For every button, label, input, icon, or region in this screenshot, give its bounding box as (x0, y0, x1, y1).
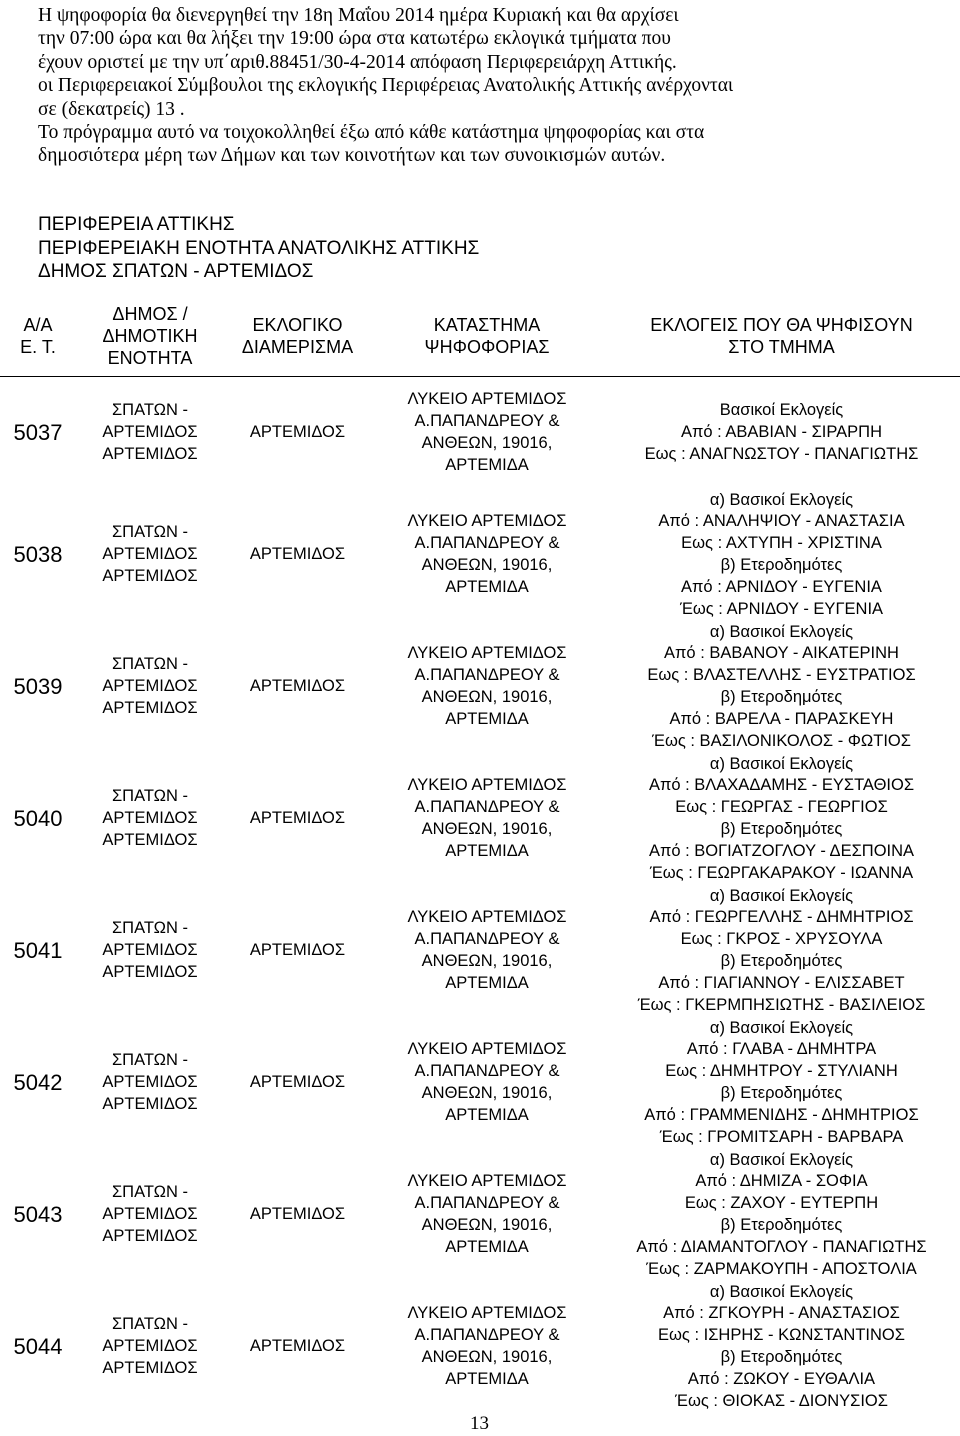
municipal-unit-line: ΑΡΤΕΜΙΔΟΣ (102, 1073, 198, 1092)
table-row (0, 621, 960, 753)
voters-range (603, 1149, 960, 1281)
polling-station-line: Α.ΠΑΠΑΝΔΡΕΟΥ & (414, 411, 560, 430)
polling-station-line: ΑΝΘΕΩΝ, 19016, (421, 1216, 553, 1234)
header-line: ΔΗΜΟΣ / (112, 304, 188, 325)
document-heading (38, 213, 838, 284)
table-row (0, 376, 960, 489)
header-line: ΣΤΟ ΤΜΗΜΑ (728, 337, 835, 358)
voters-range-line: Εως : ΑΝΑΓΝΩΣΤΟΥ - ΠΑΝΑΓΙΩΤΗΣ (644, 444, 919, 463)
voters-range-line: Εως : ΒΛΑΣΤΕΛΛΗΣ - ΕΥΣΤΡΑΤΙΟΣ (647, 666, 916, 685)
intro-line: οι Περιφερειακοί Σύμβουλοι της εκλογικής Περιφέρειας Ανατολικής Αττικής ανέρχονται (38, 75, 734, 97)
municipal-unit-line: ΑΡΤΕΜΙΔΟΣ (102, 941, 198, 960)
header-line: ΔΗΜΟΤΙΚΗ (102, 326, 198, 347)
intro-line: Η ψηφοφορία θα διενεργηθεί την 18η Μαΐου 2014 ημέρα Κυριακή και θα αρχίσει (38, 5, 679, 26)
polling-station (371, 1149, 603, 1281)
voters-range-line: α) Βασικοί Εκλογείς (709, 1282, 854, 1301)
voters-range-line: Έως : ΓΡΟΜΙΤΣΑΡΗ - ΒΑΡΒΑΡΑ (659, 1127, 904, 1146)
municipal-unit-line: ΣΠΑΤΩΝ - (111, 401, 188, 420)
polling-station-line: Α.ΠΑΠΑΝΔΡΕΟΥ & (414, 1062, 560, 1081)
voters-range-line: Από : ΖΓΚΟΥΡΗ - ΑΝΑΣΤΑΣΙΟΣ (663, 1304, 900, 1323)
municipal-unit-line: ΑΡΤΕΜΙΔΟΣ (102, 962, 198, 981)
voters-range-line: Έως : ΖΑΡΜΑΚΟΥΠΗ - ΑΠΟΣΤΟΛΙΑ (646, 1259, 917, 1278)
voters-range-line: Εως : ΓΕΩΡΓΑΣ - ΓΕΩΡΓΙΟΣ (675, 798, 888, 817)
station-number: 5037 (0, 376, 76, 489)
region-title: ΠΕΡΙΦΕΡΕΙΑ ΑΤΤΙΚΗΣ (38, 214, 235, 235)
voters-range-line: Έως : ΓΚΕΡΜΠΗΣΙΩΤΗΣ - ΒΑΣΙΛΕΙΟΣ (637, 995, 926, 1014)
polling-station-line: Α.ΠΑΠΑΝΔΡΕΟΥ & (414, 930, 560, 949)
voters-range-line: α) Βασικοί Εκλογείς (709, 622, 854, 641)
municipal-unit-line: ΑΡΤΕΜΙΔΟΣ (102, 830, 198, 849)
electoral-district: ΑΡΤΕΜΙΔΟΣ (249, 809, 346, 828)
municipal-unit-line: ΑΡΤΕΜΙΔΟΣ (102, 444, 198, 463)
polling-station-line: ΑΝΘΕΩΝ, 19016, (421, 1084, 553, 1102)
polling-station-line: ΑΝΘΕΩΝ, 19016, (421, 952, 553, 970)
table-row (0, 753, 960, 885)
station-number: 5038 (13, 542, 63, 568)
municipal-unit (76, 376, 224, 489)
municipal-unit-line: ΣΠΑΤΩΝ - (111, 919, 188, 938)
electoral-district: ΑΡΤΕΜΙΔΟΣ (249, 1205, 346, 1224)
station-number: 5043 (13, 1202, 63, 1228)
municipal-unit-line: ΑΡΤΕΜΙΔΟΣ (102, 1226, 198, 1245)
municipal-unit-line: ΣΠΑΤΩΝ - (111, 1051, 188, 1070)
voters-range-line: Βασικοί Εκλογείς (719, 401, 844, 420)
table-row (0, 1149, 960, 1281)
polling-station-line: ΛΥΚΕΙΟ ΑΡΤΕΜΙΔΟΣ (407, 390, 567, 409)
polling-station-line: ΑΡΤΕΜΙΔΑ (445, 709, 529, 728)
voters-range-line: Έως : ΓΕΩΡΓΑΚΑΡΑΚΟΥ - ΙΩΑΝΝΑ (649, 863, 914, 882)
voters-range-line: β) Ετεροδημότες (720, 952, 843, 970)
intro-line: έχουν οριστεί με την υπ΄αριθ.88451/30-4-2014 απόφαση Περιφερειάρχη Αττικής. (38, 51, 677, 73)
voters-range-line: β) Ετεροδημότες (720, 820, 843, 838)
voters-range (603, 489, 960, 621)
municipal-unit-line: ΑΡΤΕΜΙΔΟΣ (102, 809, 198, 828)
header-diamerisma (224, 297, 371, 376)
polling-station-line: ΛΥΚΕΙΟ ΑΡΤΕΜΙΔΟΣ (407, 1304, 567, 1323)
municipal-unit (76, 621, 224, 753)
voters-range-line: Από : ΓΙΑΓΙΑΝΝΟΥ - ΕΛΙΣΣΑΒΕΤ (658, 973, 905, 992)
voters-range-line: Έως : ΘΙΟΚΑΣ - ΔΙΟΝΥΣΙΟΣ (675, 1391, 888, 1410)
polling-station-line: ΑΡΤΕΜΙΔΑ (445, 1105, 529, 1124)
voters-range-line: Από : ΑΝΑΛΗΨΙΟΥ - ΑΝΑΣΤΑΣΙΑ (658, 512, 905, 531)
station-number: 5042 (13, 1070, 63, 1096)
voters-range-line: Εως : ΙΣΗΡΗΣ - ΚΩΝΣΤΑΝΤΙΝΟΣ (658, 1326, 905, 1345)
polling-station-line: ΑΡΤΕΜΙΔΑ (445, 577, 529, 596)
voters-range-line: Από : ΒΛΑΧΑΔΑΜΗΣ - ΕΥΣΤΑΘΙΟΣ (648, 776, 915, 795)
municipal-unit-line: ΑΡΤΕΜΙΔΟΣ (102, 566, 198, 585)
municipal-unit-line: ΣΠΑΤΩΝ - (111, 655, 188, 674)
voters-range-line: Από : ΔΙΑΜΑΝΤΟΓΛΟΥ - ΠΑΝΑΓΙΩΤΗΣ (636, 1237, 927, 1256)
voters-range-line: Από : ΖΩΚΟΥ - ΕΥΘΑΛΙΑ (687, 1369, 876, 1388)
polling-station (371, 885, 603, 1017)
header-line: ΔΙΑΜΕΡΙΣΜΑ (241, 337, 354, 358)
voters-range-line: Εως : ΖΑΧΟΥ - ΕΥΤΕΡΠΗ (684, 1194, 879, 1213)
table-row (0, 885, 960, 1017)
intro-text (38, 4, 938, 168)
table-row (0, 1281, 960, 1413)
municipal-unit-line: ΑΡΤΕΜΙΔΟΣ (102, 1094, 198, 1113)
polling-station-line: ΑΡΤΕΜΙΔΑ (445, 1237, 529, 1256)
polling-station-line: Α.ΠΑΠΑΝΔΡΕΟΥ & (414, 1326, 560, 1345)
voters-range-line: β) Ετεροδημότες (720, 1084, 843, 1102)
voters-range (603, 621, 960, 753)
voters-range-line: Εως : ΓΚΡΟΣ - ΧΡΥΣΟΥΛΑ (680, 930, 883, 949)
voters-range-line: Από : ΓΛΑΒΑ - ΔΗΜΗΤΡΑ (686, 1040, 877, 1059)
voters-range (603, 1281, 960, 1413)
voters-range-line: Εως : ΑΧΤΥΠΗ - ΧΡΙΣΤΙΝΑ (681, 534, 882, 553)
header-katastima (371, 297, 603, 376)
voters-range-line: Από : ΑΡΝΙΔΟΥ - ΕΥΓΕΝΙΑ (681, 577, 882, 596)
header-line: Ε. Τ. (20, 337, 56, 358)
page-number: 13 (470, 1413, 489, 1434)
municipal-unit (76, 753, 224, 885)
municipal-unit-line: ΣΠΑΤΩΝ - (111, 787, 188, 806)
header-line: ΚΑΤΑΣΤΗΜΑ (433, 315, 541, 336)
header-line: ΕΝΟΤΗΤΑ (107, 348, 193, 369)
intro-line: σε (δεκατρείς) 13 . (38, 98, 185, 120)
voters-range-line: Από : ΓΕΩΡΓΕΛΛΗΣ - ΔΗΜΗΤΡΙΟΣ (649, 908, 914, 927)
voters-range-line: Από : ΒΑΒΑΝΟΥ - ΑΙΚΑΤΕΡΙΝΗ (664, 644, 899, 663)
header-aa (0, 297, 76, 376)
header-line: ΨΗΦΟΦΟΡΙΑΣ (424, 337, 550, 358)
polling-station-line: ΑΝΘΕΩΝ, 19016, (421, 688, 553, 706)
header-eklogeis (603, 297, 960, 376)
municipal-unit-line: ΑΡΤΕΜΙΔΟΣ (102, 1358, 198, 1377)
polling-station-line: ΛΥΚΕΙΟ ΑΡΤΕΜΙΔΟΣ (407, 512, 567, 531)
header-dimos (76, 297, 224, 376)
municipal-unit-line: ΑΡΤΕΜΙΔΟΣ (102, 677, 198, 696)
polling-station (371, 621, 603, 753)
voters-range-line: Από : ΔΗΜΙΖΑ - ΣΟΦΙΑ (695, 1172, 868, 1191)
municipal-unit-line: ΑΡΤΕΜΙΔΟΣ (102, 1205, 198, 1224)
polling-station-line: ΛΥΚΕΙΟ ΑΡΤΕΜΙΔΟΣ (407, 1172, 567, 1191)
header-line: ΕΚΛΟΓΕΙΣ ΠΟΥ ΘΑ ΨΗΦΙΣΟΥΝ (650, 315, 913, 336)
polling-station-line: Α.ΠΑΠΑΝΔΡΕΟΥ & (414, 1194, 560, 1213)
municipal-unit-line: ΣΠΑΤΩΝ - (111, 1183, 188, 1202)
voters-range-line: β) Ετεροδημότες (720, 1216, 843, 1234)
polling-station-line: ΑΡΤΕΜΙΔΑ (445, 841, 529, 860)
voters-range (603, 376, 960, 489)
intro-line: την 07:00 ώρα και θα λήξει την 19:00 ώρα στα κατωτέρω εκλογικά τμήματα που (38, 28, 671, 50)
voters-range (603, 885, 960, 1017)
polling-station-line: Α.ΠΑΠΑΝΔΡΕΟΥ & (414, 798, 560, 817)
header-line: Α/Α (23, 315, 53, 336)
polling-station-line: ΑΡΤΕΜΙΔΑ (445, 973, 529, 992)
municipal-unit (76, 1281, 224, 1413)
municipal-unit (76, 489, 224, 621)
voters-range-line: α) Βασικοί Εκλογείς (709, 490, 854, 509)
voters-range-line: Από : ΓΡΑΜΜΕΝΙΔΗΣ - ΔΗΜΗΤΡΙΟΣ (644, 1105, 919, 1124)
voters-range-line: Από : ΒΑΡΕΛΑ - ΠΑΡΑΣΚΕΥΗ (669, 709, 894, 728)
station-number: 5040 (13, 806, 63, 832)
polling-station-line: ΑΝΘΕΩΝ, 19016, (421, 1348, 553, 1366)
municipal-unit (76, 885, 224, 1017)
table-row (0, 1017, 960, 1149)
voters-range-line: Εως : ΔΗΜΗΤΡΟΥ - ΣΤΥΛΙΑΝΗ (665, 1062, 898, 1081)
voters-range-line: β) Ετεροδημότες (720, 1348, 843, 1366)
polling-station-line: ΛΥΚΕΙΟ ΑΡΤΕΜΙΔΟΣ (407, 644, 567, 663)
table-row (0, 489, 960, 621)
polling-station-line: ΑΝΘΕΩΝ, 19016, (421, 820, 553, 838)
header-line: ΕΚΛΟΓΙΚΟ (252, 315, 343, 336)
voters-range (603, 1017, 960, 1149)
polling-station-line: ΑΡΤΕΜΙΔΑ (445, 455, 529, 474)
municipal-unit (76, 1149, 224, 1281)
polling-station-line: ΑΝΘΕΩΝ, 19016, (421, 556, 553, 574)
polling-station (371, 489, 603, 621)
municipal-unit-line: ΑΡΤΕΜΙΔΟΣ (102, 422, 198, 441)
polling-station-line: Α.ΠΑΠΑΝΔΡΕΟΥ & (414, 666, 560, 685)
municipality-title: ΔΗΜΟΣ ΣΠΑΤΩΝ - ΑΡΤΕΜΙΔΟΣ (38, 261, 314, 282)
station-number: 5044 (13, 1334, 63, 1360)
electoral-district: ΑΡΤΕΜΙΔΟΣ (249, 545, 346, 564)
municipal-unit (76, 1017, 224, 1149)
table-header-row (0, 297, 960, 376)
voters-range (603, 753, 960, 885)
polling-station-line: ΑΡΤΕΜΙΔΑ (445, 1369, 529, 1388)
voters-range-line: Από : ΒΟΓΙΑΤΖΟΓΛΟΥ - ΔΕΣΠΟΙΝΑ (648, 841, 915, 860)
regional-unit-title: ΠΕΡΙΦΕΡΕΙΑΚΗ ΕΝΟΤΗΤΑ ΑΝΑΤΟΛΙΚΗΣ ΑΤΤΙΚΗΣ (38, 237, 480, 259)
electoral-district: ΑΡΤΕΜΙΔΟΣ (224, 376, 371, 489)
electoral-district: ΑΡΤΕΜΙΔΟΣ (249, 677, 346, 696)
municipal-unit-line: ΑΡΤΕΜΙΔΟΣ (102, 698, 198, 717)
municipal-unit-line: ΑΡΤΕΜΙΔΟΣ (102, 545, 198, 564)
polling-station (371, 376, 603, 489)
polling-station (371, 1017, 603, 1149)
intro-line: δημοσιότερα μέρη των Δήμων και των κοινοτήτων και των συνοικισμών αυτών. (38, 145, 666, 167)
polling-station (371, 1281, 603, 1413)
voters-range-line: α) Βασικοί Εκλογείς (709, 886, 854, 905)
voters-range-line: α) Βασικοί Εκλογείς (709, 1150, 854, 1169)
intro-line: Το πρόγραμμα αυτό να τοιχοκολληθεί έξω από κάθε κατάστημα ψηφοφορίας και στα (38, 122, 705, 144)
electoral-district: ΑΡΤΕΜΙΔΟΣ (249, 1073, 346, 1092)
polling-station-line: Α.ΠΑΠΑΝΔΡΕΟΥ & (414, 534, 560, 553)
voters-range-line: β) Ετεροδημότες (720, 556, 843, 574)
voters-range-line: Έως : ΒΑΣΙΛΟΝΙΚΟΛΟΣ - ΦΩΤΙΟΣ (652, 731, 911, 750)
voters-range-line: α) Βασικοί Εκλογείς (709, 1018, 854, 1037)
polling-station-line: ΑΝΘΕΩΝ, 19016, (421, 433, 553, 452)
voters-range-line: β) Ετεροδημότες (720, 688, 843, 706)
polling-station-line: ΛΥΚΕΙΟ ΑΡΤΕΜΙΔΟΣ (407, 776, 567, 795)
station-number: 5041 (13, 938, 63, 964)
voters-range-line: α) Βασικοί Εκλογείς (709, 754, 854, 773)
polling-stations-table (0, 297, 960, 1413)
electoral-district: ΑΡΤΕΜΙΔΟΣ (249, 941, 346, 960)
polling-station (371, 753, 603, 885)
station-number: 5039 (13, 674, 63, 700)
polling-station-line: ΛΥΚΕΙΟ ΑΡΤΕΜΙΔΟΣ (407, 908, 567, 927)
voters-range-line: Από : ΑΒΑΒΙΑΝ - ΣΙΡΑΡΠΗ (680, 422, 882, 441)
electoral-district: ΑΡΤΕΜΙΔΟΣ (249, 1337, 346, 1356)
voters-range-line: Έως : ΑΡΝΙΔΟΥ - ΕΥΓΕΝΙΑ (679, 599, 884, 618)
municipal-unit-line: ΑΡΤΕΜΙΔΟΣ (102, 1337, 198, 1356)
municipal-unit-line: ΣΠΑΤΩΝ - (111, 1315, 188, 1334)
polling-station-line: ΛΥΚΕΙΟ ΑΡΤΕΜΙΔΟΣ (407, 1040, 567, 1059)
municipal-unit-line: ΣΠΑΤΩΝ - (111, 523, 188, 542)
